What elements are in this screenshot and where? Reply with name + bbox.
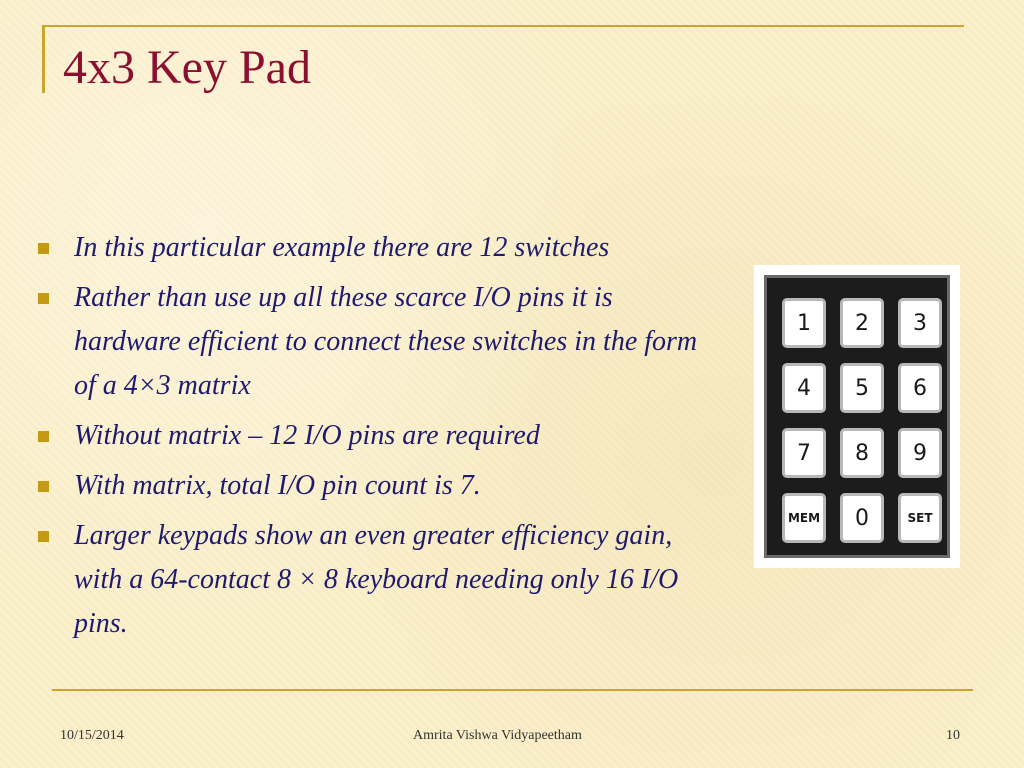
- bullet-item: [32, 226, 722, 270]
- key-set: SET: [898, 493, 942, 543]
- bullet-text: In this particular example there are 12 switches: [74, 232, 610, 263]
- key-2: 2: [840, 298, 884, 348]
- key-6: 6: [898, 363, 942, 413]
- key-8: 8: [840, 428, 884, 478]
- square-bullet-icon: [38, 531, 49, 542]
- square-bullet-icon: [38, 481, 49, 492]
- key-5: 5: [840, 363, 884, 413]
- key-4: 4: [782, 363, 826, 413]
- bullet-text: Rather than use up all these scarce I/O pins it is hardware efficient to connect these switches in the form of a 4×3 matrix: [74, 282, 698, 401]
- key-3: 3: [898, 298, 942, 348]
- square-bullet-icon: [38, 431, 49, 442]
- square-bullet-icon: [38, 293, 49, 304]
- key-0: 0: [840, 493, 884, 543]
- bullet-item: [32, 464, 722, 508]
- footer-page-number: 10: [946, 728, 960, 743]
- bullet-item: [32, 514, 722, 646]
- bullet-text: Larger keypads show an even greater efficiency gain, with a 64-contact 8 × 8 keyboard needing only 16 I/O pins.: [74, 520, 679, 639]
- key-7: 7: [782, 428, 826, 478]
- slide-title: 4x3 Key Pad: [63, 41, 311, 94]
- key-9: 9: [898, 428, 942, 478]
- key-mem: MEM: [782, 493, 826, 543]
- key-1: 1: [782, 298, 826, 348]
- footer-date: 10/15/2014: [60, 728, 124, 743]
- keypad-body: [764, 275, 950, 558]
- bullet-item: [32, 414, 722, 458]
- bullet-item: [32, 276, 722, 408]
- keypad-image: [754, 265, 960, 568]
- bullet-list: [32, 226, 722, 652]
- footer-organization: Amrita Vishwa Vidyapeetham: [413, 728, 582, 743]
- bullet-text: Without matrix – 12 I/O pins are required: [74, 420, 540, 451]
- footer-divider: [52, 689, 973, 691]
- square-bullet-icon: [38, 243, 49, 254]
- title-accent-horizontal-line: [42, 25, 964, 27]
- title-accent-vertical-line: [42, 25, 45, 93]
- bullet-text: With matrix, total I/O pin count is 7.: [74, 470, 481, 501]
